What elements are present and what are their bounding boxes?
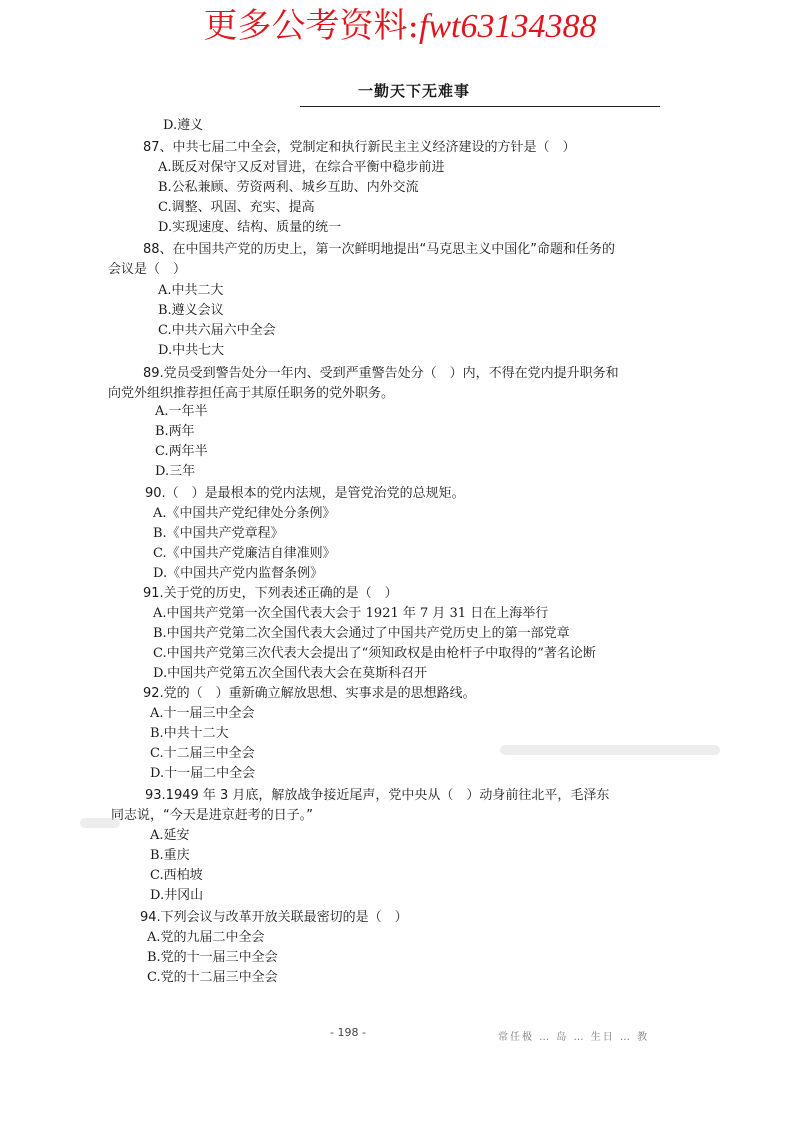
option-line: C.党的十二届三中全会 bbox=[147, 970, 278, 985]
option-line: A.中国共产党第一次全国代表大会于 1921 年 7 月 31 日在上海举行 bbox=[153, 606, 549, 621]
option-line: C.中共六届六中全会 bbox=[158, 323, 276, 338]
option-line: B.遵义会议 bbox=[158, 303, 224, 318]
question-line: 同志说，“今天是进京赶考的日子。” bbox=[111, 808, 313, 823]
option-line: D.实现速度、结构、质量的统一 bbox=[158, 220, 342, 235]
banner-prefix: 更多公考资料: bbox=[203, 6, 419, 46]
option-line: B.中国共产党第二次全国代表大会通过了中国共产党历史上的第一部党章 bbox=[153, 626, 570, 641]
page-header bbox=[300, 80, 660, 107]
option-line: D.十一届二中全会 bbox=[150, 766, 256, 781]
option-line: D.井冈山 bbox=[150, 888, 204, 903]
option-line: A.延安 bbox=[150, 828, 190, 843]
option-line: B.《中国共产党章程》 bbox=[153, 526, 284, 541]
question-line: 会议是（ ） bbox=[108, 262, 187, 277]
option-line: D.《中国共产党内监督条例》 bbox=[153, 566, 324, 581]
option-line: A.中共二大 bbox=[158, 283, 224, 298]
question-line: 93.1949 年 3 月底，解放战争接近尾声，党中央从（ ）动身前往北平，毛泽东 bbox=[145, 788, 610, 803]
scan-smudge bbox=[80, 818, 120, 828]
question-line: 92.党的（ ）重新确立解放思想、实事求是的思想路线。 bbox=[143, 686, 476, 701]
scan-smudge bbox=[500, 745, 720, 755]
option-line: C.西柏坡 bbox=[150, 868, 203, 883]
option-line: C.两年半 bbox=[155, 444, 208, 459]
option-line: C.调整、巩固、充实、提高 bbox=[158, 200, 315, 215]
option-line: C.《中国共产党廉洁自律准则》 bbox=[153, 546, 336, 561]
banner-code: fwt63134388 bbox=[418, 8, 597, 45]
option-line: B.党的十一届三中全会 bbox=[147, 950, 278, 965]
header-title: 一勤天下无难事 bbox=[357, 82, 470, 100]
question-line: 90.（ ）是最根本的党内法规，是管党治党的总规矩。 bbox=[145, 486, 465, 501]
page-number: - 198 - bbox=[330, 1026, 366, 1039]
question-line: 87、中共七届二中全会，党制定和执行新民主主义经济建设的方针是（ ） bbox=[143, 140, 576, 155]
footer-faded-text: 常任极 … 岛 … 生日 … 教 bbox=[498, 1032, 650, 1043]
option-line: C.中国共产党第三次代表大会提出了“须知政权是由枪杆子中取得的”著名论断 bbox=[153, 646, 596, 661]
option-line: B.公私兼顾、劳资两利、城乡互助、内外交流 bbox=[158, 180, 419, 195]
option-line: D.三年 bbox=[155, 464, 196, 479]
option-line: A.党的九届二中全会 bbox=[147, 930, 265, 945]
option-line: A.十一届三中全会 bbox=[150, 706, 255, 721]
option-line: B.重庆 bbox=[150, 848, 190, 863]
question-line: 向党外组织推荐担任高于其原任职务的党外职务。 bbox=[108, 386, 395, 401]
promo-banner bbox=[0, 2, 800, 50]
question-line: 89.党员受到警告处分一年内、受到严重警告处分（ ）内，不得在党内提升职务和 bbox=[143, 366, 619, 381]
option-line: C.十二届三中全会 bbox=[150, 746, 255, 761]
option-line: B.中共十二大 bbox=[150, 726, 229, 741]
option-line: B.两年 bbox=[155, 424, 195, 439]
question-line: 88、在中国共产党的历史上，第一次鲜明地提出“马克思主义中国化”命题和任务的 bbox=[143, 242, 616, 257]
option-line: A.既反对保守又反对冒进，在综合平衡中稳步前进 bbox=[158, 160, 445, 175]
option-line: D.中国共产党第五次全国代表大会在莫斯科召开 bbox=[153, 666, 428, 681]
option-line: A.《中国共产党纪律处分条例》 bbox=[153, 506, 336, 521]
question-line: 94.下列会议与改革开放关联最密切的是（ ） bbox=[140, 910, 408, 925]
option-line: A.一年半 bbox=[155, 404, 208, 419]
question-line: 91.关于党的历史，下列表述正确的是（ ） bbox=[143, 586, 398, 601]
option-line: D.遵义 bbox=[163, 118, 204, 133]
option-line: D.中共七大 bbox=[158, 343, 225, 358]
